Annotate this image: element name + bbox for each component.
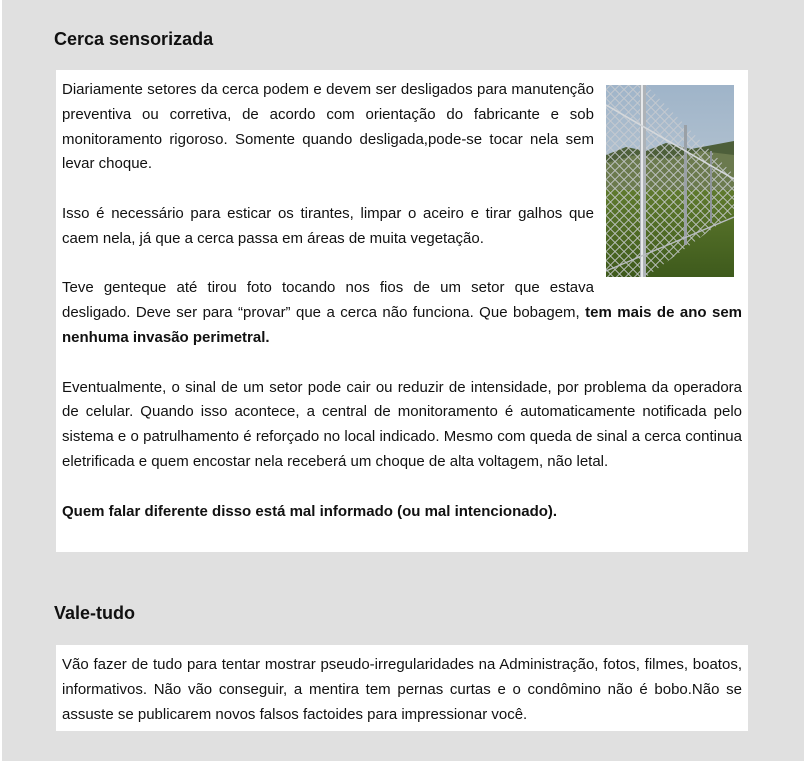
- paragraph-text: Teve genteque até tirou foto tocando nos fios de um setor que estava desligado. Deve ser para “provar” que a cerca não funciona. Que bobagem,: [62, 279, 594, 322]
- content-box-cerca-sensorizada: [56, 70, 748, 552]
- page-background: [2, 0, 804, 761]
- section-title-cerca-sensorizada: Cerca sensorizada: [54, 29, 214, 49]
- paragraph: Diariamente setores da cerca podem e devem ser desligados para manutenção preventiva ou corretiva, de acordo com orientação do fabricante e sob monitoramento rigoroso. Somente quando desligada,pode-se tocar nela sem levar choque.: [62, 81, 594, 173]
- bold-emphasis: tem mais de ano sem nenhuma invasão perimetral.: [62, 304, 742, 346]
- paragraph: Vão fazer de tudo para tentar mostrar pseudo-irregularidades na Administração, fotos, filmes, boatos, informativos. Não vão conseguir, a mentira tem pernas curtas e o condômino não é bobo.Não se assuste se publicarem novos falsos factoides para impressionar você.: [62, 656, 742, 723]
- paragraph: Isso é necessário para esticar os tirantes, limpar o aceiro e tirar galhos que caem nela, já que a cerca passa em áreas de muita vegetação.: [62, 204, 594, 247]
- paragraph: Eventualmente, o sinal de um setor pode cair ou reduzir de intensidade, por problema da operadora de celular. Quando isso acontece, a central de monitoramento é automaticamente notificada pelo sistema e o patrulhamento é reforçado no local indicado. Mesmo com queda de sinal a cerca continua eletrificada e quem encostar nela receberá um choque de alta voltagem, não letal.: [62, 378, 742, 470]
- section-title-vale-tudo: Vale-tudo: [54, 603, 136, 623]
- paragraph: [62, 500, 742, 525]
- fence-photo: [606, 85, 734, 277]
- bold-statement: Quem falar diferente disso está mal informado (ou mal intencionado).: [62, 502, 558, 520]
- paragraph: [62, 276, 742, 350]
- content-box-vale-tudo: [56, 645, 748, 731]
